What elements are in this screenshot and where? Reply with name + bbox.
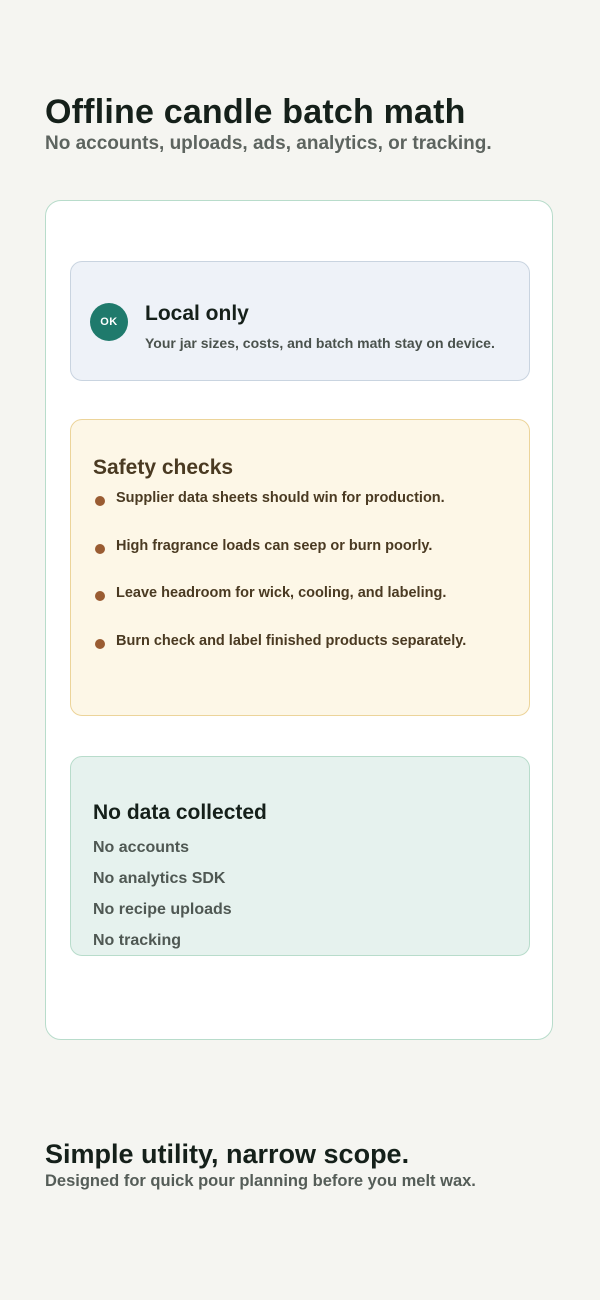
page-title: Offline candle batch math	[45, 93, 466, 131]
page-header	[45, 92, 565, 156]
no-data-collected-panel	[70, 756, 530, 956]
list-item: No accounts	[93, 839, 190, 856]
local-only-panel	[70, 261, 530, 381]
safety-checks-title: Safety checks	[93, 456, 234, 479]
safety-item-text: High fragrance loads can seep or burn poorly.	[116, 537, 433, 554]
ok-badge-icon: OK	[90, 303, 128, 341]
list-item: No tracking	[93, 932, 182, 949]
list-item: No analytics SDK	[93, 870, 226, 887]
local-only-title: Local only	[145, 302, 249, 325]
page-footer	[45, 1138, 565, 1192]
safety-item-text: Supplier data sheets should win for production.	[116, 490, 445, 506]
list-item: No recipe uploads	[93, 901, 232, 918]
bullet-icon	[95, 591, 105, 601]
bullet-icon	[95, 639, 105, 649]
footer-title: Simple utility, narrow scope.	[45, 1139, 410, 1169]
safety-checks-panel	[70, 419, 530, 716]
safety-item-text: Leave headroom for wick, cooling, and labeling.	[116, 585, 447, 601]
bullet-icon	[95, 544, 105, 554]
bullet-icon	[95, 496, 105, 506]
privacy-card	[45, 200, 553, 1040]
safety-item-text: Burn check and label finished products separately.	[116, 632, 467, 649]
no-data-list	[93, 839, 232, 963]
no-data-title: No data collected	[93, 801, 267, 824]
page-subtitle: No accounts, uploads, ads, analytics, or tracking.	[45, 133, 492, 154]
footer-subtitle: Designed for quick pour planning before you melt wax.	[45, 1172, 476, 1190]
local-only-description: Your jar sizes, costs, and batch math stay on device.	[145, 335, 495, 351]
